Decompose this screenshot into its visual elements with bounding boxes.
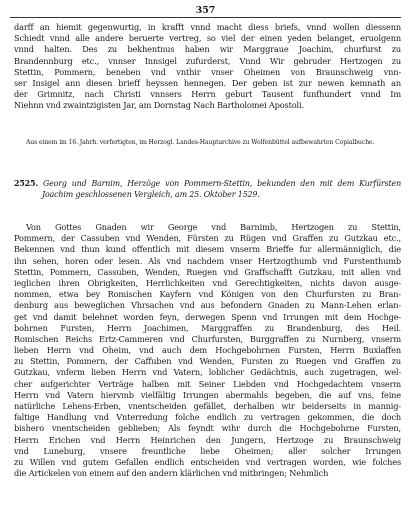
text-line: Herrn Erichen vnd Herrn Heinrichen den Jungern, Hertzoge zu Braunschweig: [14, 434, 401, 445]
text-line: Brandennburg etc., vnnser Innsigel zufurderst, Vnnd Wir gebruder Hertzogen zu: [14, 55, 401, 66]
text-line: denburg aus beweglichen Vhrsachen vnd aus befondern Gnaden zu Mann-Lehen erlan-: [14, 300, 401, 311]
text-line: ieglichen ihren Obrigkeiten, Herrlichkeiten vnd Gerechtigkeiten, nichts davon ausge-: [14, 277, 401, 288]
heading-line: Joachim geschlossenen Vergleich, am 25. Oktober 1529.: [42, 190, 260, 200]
text-line: zu Willen vnd gutem Gefallen endlich entscheiden vnd vertragen worden, wie folches: [14, 456, 401, 467]
text-line: faltige Handlung vnd Vnterredung folche endlich zu vertragen gekommen, die doch: [14, 412, 401, 423]
text-line: Niehnn vnd zwaintzigisten Jar, am Dornstag Nach Bartholomei Apostoli.: [14, 100, 304, 111]
header-rule: [10, 17, 401, 18]
text-line: Schiedt vnnd alle andere beruerte vertreg, so viel der einen yeden belanget, eruolgenn: [14, 33, 401, 44]
text-line: get vnd damit belehnet worden feyn, derwegen Spenn vnd Irrungen mit dem Hochge-: [14, 311, 401, 322]
text-line: lieben Herrn vnd Oheim, vnd auch dem Hochgebohrnen Fursten, Herrn Buxlaffen: [14, 345, 401, 356]
text-line: Romischen Reichs Ertz-Cammeren vnd Churfursten, Burggraffen zu Nurnberg, vnserm: [14, 333, 401, 344]
text-line: Stettin, Pommern, Cassuben, Wenden, Ruegen vnd Graffschafft Gutzkau, mit allen vnd: [14, 266, 401, 277]
text-line: bishero vnentscheiden geblieben; Als feyndt wihr durch die Hochgebohrne Fursten,: [14, 423, 401, 434]
text-line: nommen, etwa bey Romischen Kayfern vnd Königen von den Churfursten zu Bran-: [14, 289, 401, 300]
text-line: darff an hiemit gegenwurtig, in krafft vnnd macht diess briefs, vnnd wollen diessenn: [14, 22, 401, 32]
text-line: ser Insigel ann diesen brieff heyssen hennegen. Der geben ist zur newen kemnath an: [14, 77, 401, 88]
source-note: Aus einem im 16. Jahrh. verfertigten, im Herzogl. Landes-Hauptarchive zu Wolfenbüttel aufbewahrten Copialbuche.: [26, 139, 375, 146]
text-line: vnnd halten. Des zu bekhentnus haben wir Marggraue Joachim, churfurst zu: [14, 44, 401, 55]
document-heading: [14, 178, 401, 200]
text-line: Gutzkau, vnferm lieben Herrn vnd Vatern, loblicher Gedächtnis, auch zugetragen, wel-: [14, 367, 401, 378]
text-line: natürliche Lehens-Erben, vnentscheiden gefället, derhalben wir beiderseits in mannig-: [14, 401, 401, 411]
text-line: vnd Luneburg, vnsere freuntliche liebe Oheimen; aller solcher Irrungen: [14, 445, 401, 456]
heading-line: [14, 178, 401, 189]
text-line: die Artickelen von einem auf den andern klärlichen vnd mitbringen; Nehmlich: [14, 468, 329, 479]
text-line: ihn sehen, horen oder lesen. Als vnd nachdem vnser Hertzogthumb vnd Furstenthumb: [14, 255, 401, 266]
text-line: Herrn vnd Vatern hiervmb vielfältig Irrungen abermahls begeben, die auf vns, feine: [14, 389, 401, 400]
letter-closing-text: [14, 22, 401, 112]
document-number: 2525.: [14, 179, 38, 188]
text-line: Pommern, der Cassuben vnd Wenden, Fürsten zu Rügen vnd Graffen zu Gutzkau etc.,: [14, 233, 401, 244]
text-line: cher aufgerichter Verträge halben mit Seiner Liebden vnd Hochgedachtem vnserm: [14, 378, 401, 389]
text-line: Bekennen vnd thun kund offentlich mit diesem vnserm Brieffe fur allermänniglich, die: [14, 244, 401, 255]
page-number: 357: [195, 5, 216, 16]
text-line: zu Stettin, Pommern, der Caffuben vnd Wenden, Fursten zu Ruegen vnd Graffen zu: [14, 356, 401, 367]
text-line: der Grimnitz, nach Christi vnnsers Herrn geburt Tausent funfhundert vnnd Im: [14, 89, 401, 100]
text-line: Stettin, Pommern, beneben vnd vnthir vnser Oheimen von Braunschweig vnn-: [14, 66, 401, 77]
text-line: bohrnen Fursten, Herrn Joachimen, Marggraffen zu Brandenburg, des Heil.: [14, 322, 401, 333]
document-body-text: [14, 222, 401, 479]
heading-text: Georg und Barnim, Herzöge von Pommern-Stettin, bekunden den mit dem Kurfürsten: [42, 179, 401, 188]
text-line: Von Gottes Gnaden wir George vnd Barnimb, Hertzogen zu Stettin,: [26, 222, 401, 232]
